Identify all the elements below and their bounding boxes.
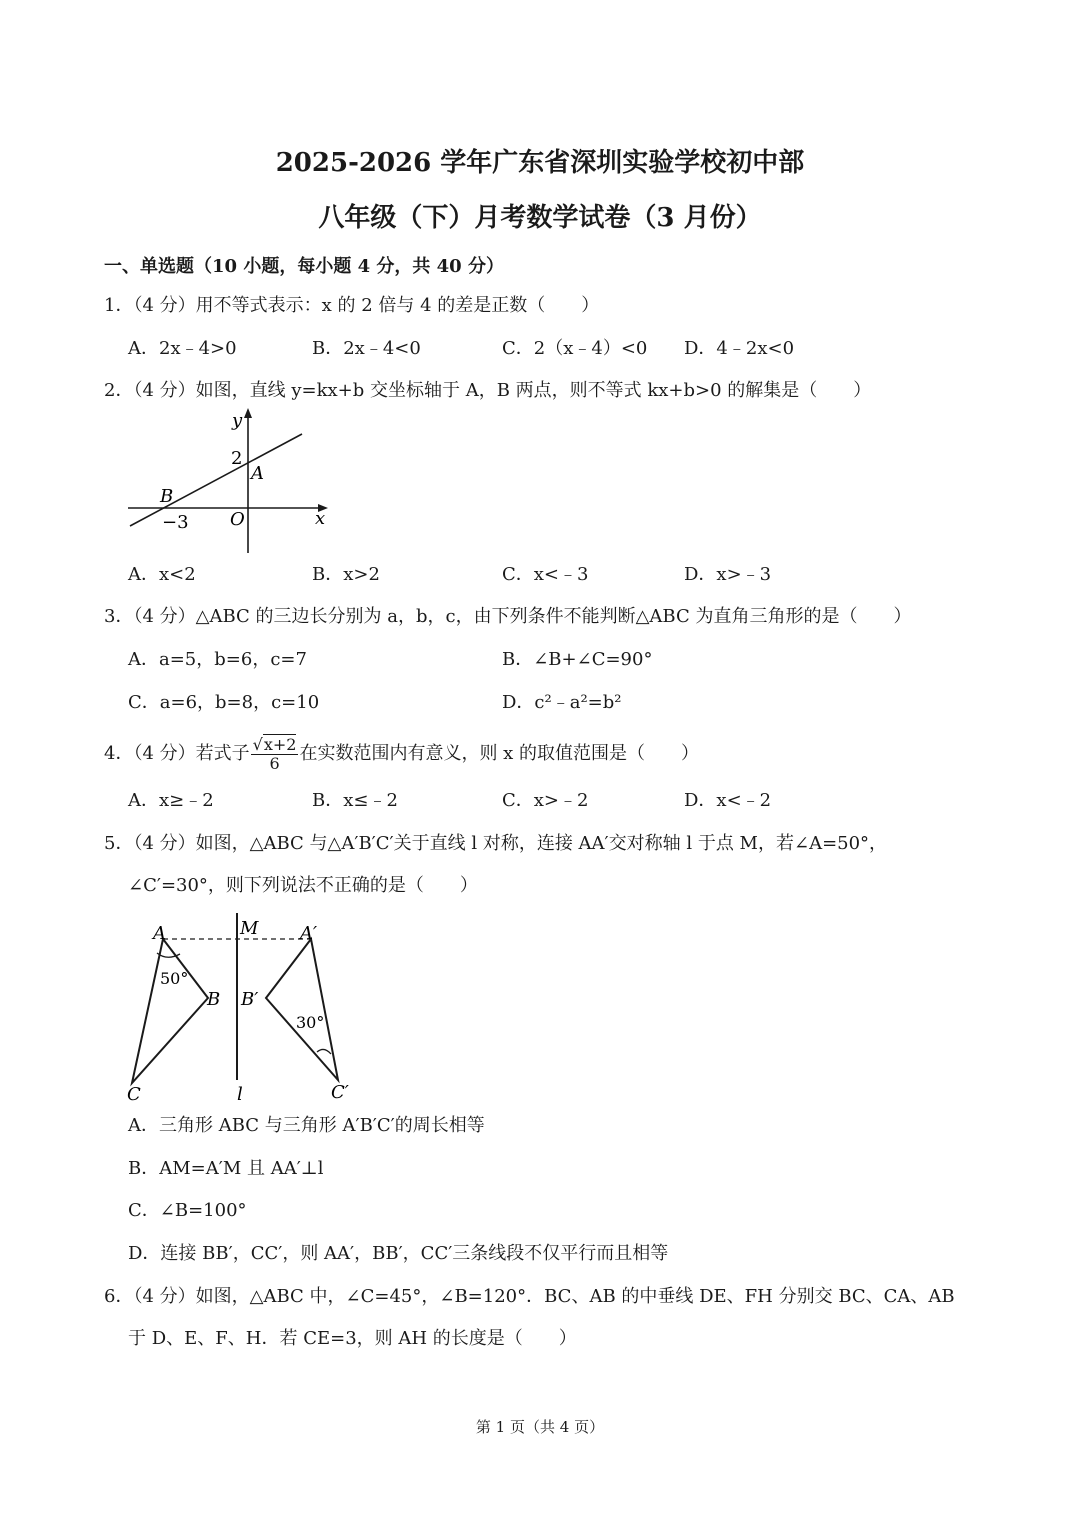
q5-stem-line1: 5．（4 分）如图，△ABC 与△A′B′C′关于直线 l 对称，连接 AA′交对称轴 l 于点 M，若∠A=50°， (104, 833, 888, 854)
label-x: x (315, 508, 326, 529)
q1-stem: 1．（4 分）用不等式表示：x 的 2 倍与 4 的差是正数（ ） (104, 295, 600, 316)
label-O: O (230, 509, 245, 530)
exam-title-line2: 八年级（下）月考数学试卷（3 月份） (318, 203, 762, 233)
q5-option-c: C．∠B=100° (128, 1200, 247, 1221)
label-A-prime: A′ (300, 923, 318, 944)
q4-option-a: A．x≥﹣2 (128, 790, 214, 811)
label-B: B (207, 989, 221, 1010)
q1-option-a: A．2x﹣4>0 (128, 338, 237, 359)
label-2: 2 (231, 448, 243, 469)
q3-stem: 3．（4 分）△ABC 的三边长分别为 a，b，c，由下列条件不能判断△ABC 为直角三角形的是（ ） (104, 606, 912, 627)
q1-option-d: D．4﹣2x<0 (684, 338, 795, 359)
q6-stem-line2: 于 D、E、F、H．若 CE=3，则 AH 的长度是（ ） (128, 1328, 577, 1349)
label-angle-30: 30° (296, 1013, 325, 1032)
q4-option-b: B．x≤﹣2 (312, 790, 398, 811)
q2-figure (125, 405, 335, 557)
label-y: y (232, 410, 243, 431)
section-header: 一、单选题（10 小题，每小题 4 分，共 40 分） (104, 256, 504, 277)
label-minus3: −3 (162, 512, 189, 533)
q4-option-d: D．x<﹣2 (684, 790, 772, 811)
label-M: M (240, 918, 259, 939)
label-angle-50: 50° (160, 969, 189, 988)
label-l: l (237, 1084, 243, 1105)
q3-option-d: D．c²﹣a²=b² (502, 692, 622, 713)
q1-option-c: C．2（x﹣4）<0 (502, 338, 648, 359)
exam-title-line1: 2025-2026 学年广东省深圳实验学校初中部 (275, 148, 805, 178)
q4-frac-numerator: x+2 (263, 734, 297, 754)
y-axis-arrow (244, 408, 252, 418)
q4-option-c: C．x>﹣2 (502, 790, 589, 811)
q4-fraction: $\frac{√x+2}{6}$ (252, 734, 297, 773)
label-A: A (251, 463, 264, 484)
q5-figure (120, 908, 365, 1108)
triangle-A2B2C2 (266, 939, 338, 1080)
q2-option-d: D．x>﹣3 (684, 564, 772, 585)
q4-frac-denominator: 6 (269, 753, 280, 773)
label-B: B (160, 486, 174, 507)
q4-stem-after: 在实数范围内有意义，则 x 的取值范围是（ ） (299, 743, 700, 764)
q2-option-c: C．x<﹣3 (502, 564, 589, 585)
q3-option-a: A．a=5，b=6，c=7 (128, 649, 307, 670)
q6-stem-line1: 6．（4 分）如图，△ABC 中，∠C=45°，∠B=120°．BC、AB 的中垂线 DE、FH 分别交 BC、CA、AB (104, 1286, 955, 1307)
triangle-ABC (132, 939, 208, 1083)
q3-option-b: B．∠B+∠C=90° (502, 649, 653, 670)
q5-stem-line2: ∠C′=30°，则下列说法不正确的是（ ） (128, 875, 478, 896)
label-A: A (153, 923, 166, 944)
q5-option-b: B．AM=A′M 且 AA′⊥l (128, 1158, 324, 1179)
q5-option-a: A．三角形 ABC 与三角形 A′B′C′的周长相等 (128, 1115, 485, 1136)
label-C: C (127, 1084, 141, 1105)
q5-option-d: D．连接 BB′，CC′，则 AA′，BB′，CC′三条线段不仅平行而且相等 (128, 1243, 669, 1264)
angle-arc-C2 (317, 1049, 331, 1054)
q2-stem: 2．（4 分）如图，直线 y=kx+b 交坐标轴于 A，B 两点，则不等式 kx+b>0 的解集是（ ） (104, 380, 872, 401)
q2-option-a: A．x<2 (128, 564, 196, 585)
label-B-prime: B′ (241, 989, 259, 1010)
q3-option-c: C．a=6，b=8，c=10 (128, 692, 320, 713)
page-footer: 第 1 页（共 4 页） (475, 1418, 605, 1436)
q4-stem (104, 732, 699, 776)
q2-option-b: B．x>2 (312, 564, 380, 585)
q4-stem-before: 4．（4 分）若式子 (104, 743, 250, 764)
q1-option-b: B．2x﹣4<0 (312, 338, 421, 359)
line-y-kx-b (130, 434, 302, 526)
label-C-prime: C′ (331, 1082, 349, 1103)
